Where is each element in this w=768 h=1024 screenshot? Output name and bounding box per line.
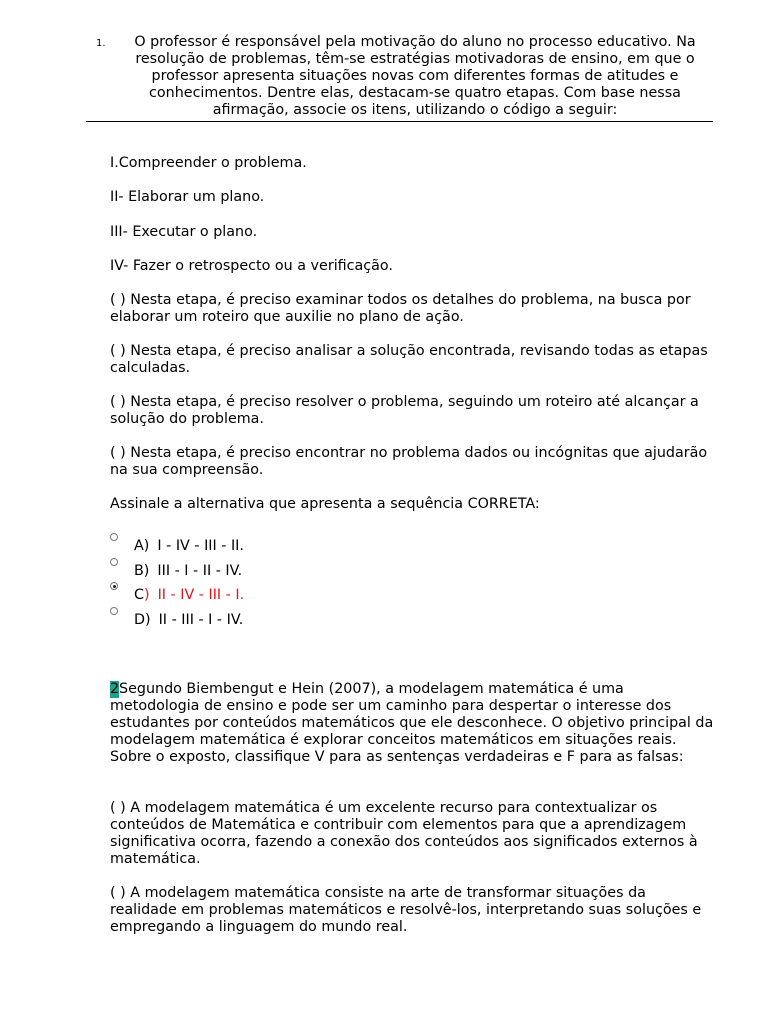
radio-icon[interactable] bbox=[110, 607, 118, 615]
option-b[interactable] bbox=[110, 563, 242, 580]
radio-icon[interactable] bbox=[110, 533, 118, 541]
question-1-header bbox=[96, 34, 714, 119]
statement-3: ( ) Nesta etapa, é preciso resolver o problema, seguindo um roteiro até alcançar a solução do problema. bbox=[110, 394, 699, 427]
option-d[interactable] bbox=[110, 612, 243, 629]
statement-1: ( ) Nesta etapa, é preciso examinar todos os detalhes do problema, na busca por elaborar um roteiro que auxilie no plano de ação. bbox=[110, 292, 691, 325]
statement-4: ( ) Nesta etapa, é preciso encontrar no problema dados ou incógnitas que ajudarão na sua compreensão. bbox=[110, 445, 708, 478]
divider bbox=[86, 121, 713, 122]
option-letter: C) bbox=[134, 587, 150, 603]
item-3: III- Executar o plano. bbox=[110, 224, 258, 240]
statement-2: ( ) Nesta etapa, é preciso analisar a solução encontrada, revisando todas as etapas calculadas. bbox=[110, 343, 708, 376]
option-c[interactable] bbox=[110, 587, 244, 604]
question-1-intro: O professor é responsável pela motivação do aluno no processo educativo. Na resolução de problemas, têm-se estratégias motivadoras de ensino, em que o professor apresenta situações novas com diferentes formas de atitudes e conhecimentos. Dentre elas, destacam-se quatro etapas. Com base nessa afirmação, associe os itens, utilizando o código a seguir: bbox=[134, 34, 696, 118]
item-2: II- Elaborar um plano. bbox=[110, 189, 265, 205]
option-a[interactable] bbox=[110, 538, 244, 555]
option-letter: D) bbox=[134, 612, 151, 628]
question-1-number: 1. bbox=[96, 38, 106, 49]
question-1-prompt: Assinale a alternativa que apresenta a sequência CORRETA: bbox=[110, 496, 540, 512]
option-text: I - IV - III - II. bbox=[157, 538, 244, 554]
item-4: IV- Fazer o retrospecto ou a verificação. bbox=[110, 258, 393, 274]
question-2-intro: Segundo Biembengut e Hein (2007), a modelagem matemática é uma metodologia de ensino e pode ser um caminho para despertar o interesse dos estudantes por conteúdos matemáticos que ele desconhece. O objetivo principal da modelagem matemática é explorar conceitos matemáticos em situações reais. Sobre o exposto, classifique V para as sentenças verdadeiras e F para as falsas: bbox=[110, 681, 714, 765]
option-text-selected: II - IV - III - I. bbox=[157, 587, 245, 603]
option-letter: B) bbox=[134, 563, 150, 579]
question-2-number: 2 bbox=[110, 681, 120, 697]
option-text: II - III - I - IV. bbox=[158, 612, 244, 628]
q2-statement-2: ( ) A modelagem matemática consiste na arte de transformar situações da realidade em problemas matemáticos e resolvê-los, interpretando suas soluções e empregando a linguagem do mundo real. bbox=[110, 885, 702, 935]
option-letter: A) bbox=[134, 538, 150, 554]
radio-checked-icon[interactable] bbox=[110, 582, 118, 590]
question-2-intro-block bbox=[110, 681, 715, 766]
option-text: III - I - II - IV. bbox=[157, 563, 243, 579]
item-1: I.Compreender o problema. bbox=[110, 155, 307, 171]
q2-statement-1: ( ) A modelagem matemática é um excelente recurso para contextualizar os conteúdos de Matemática e contribuir com elementos para que a aprendizagem significativa ocorra, fazendo a conexão dos conteúdos aos significados externos à matemática. bbox=[110, 800, 698, 867]
radio-icon[interactable] bbox=[110, 558, 118, 566]
